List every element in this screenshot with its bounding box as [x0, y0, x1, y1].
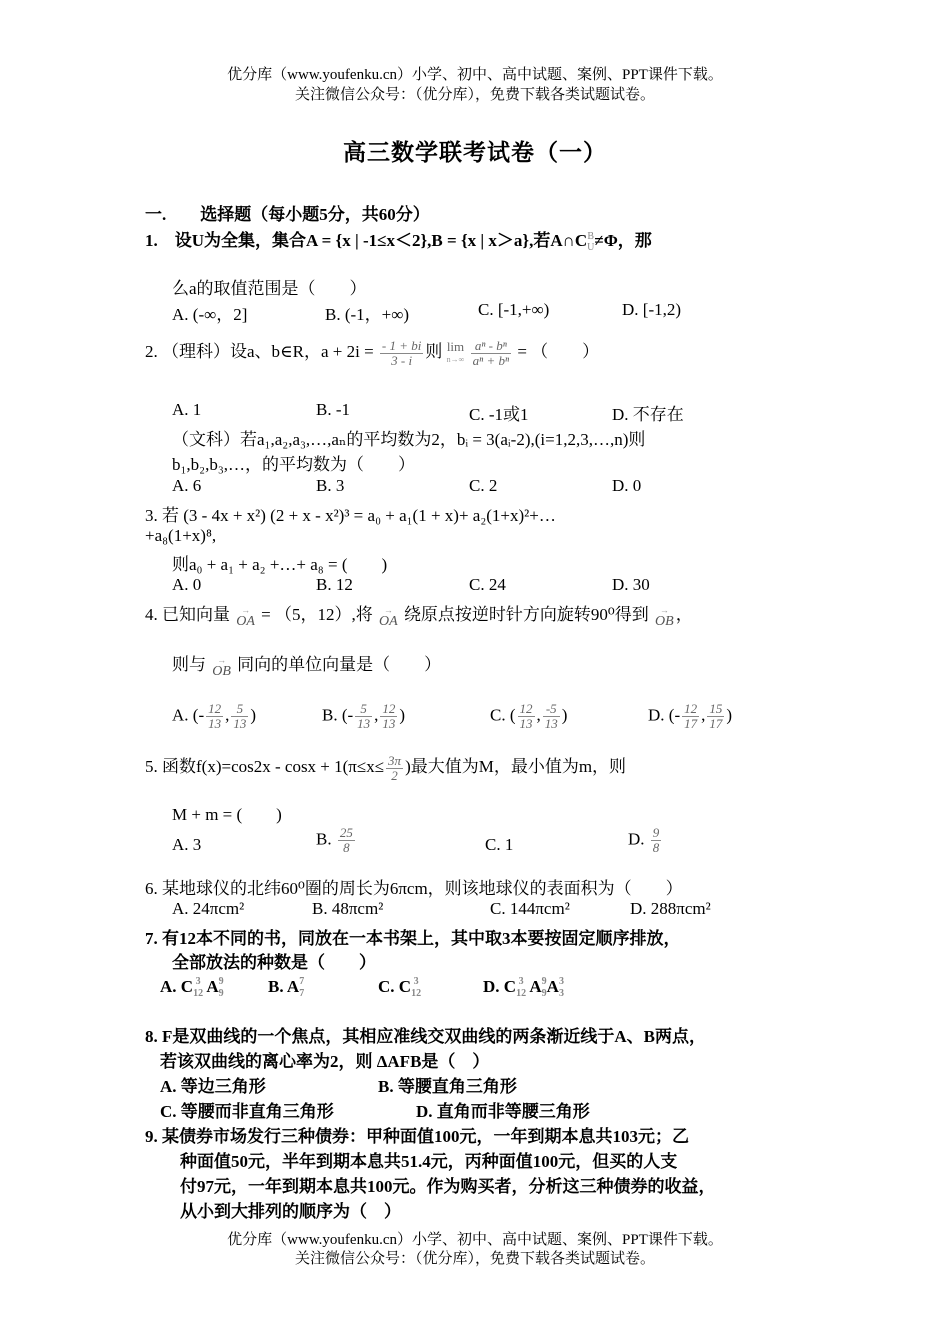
q2-wen-option-b: B. 3 — [316, 476, 345, 495]
q4-opt-c-n1: 12 — [519, 701, 533, 716]
q8-option-c: C. 等腰而非直角三角形 — [160, 1102, 334, 1121]
q4-opt-b-frac-1 — [355, 702, 372, 731]
q4-text-d: ， — [675, 605, 693, 624]
q2-option-d: D. 不存在 — [612, 405, 684, 424]
q5-fraction — [386, 754, 403, 783]
q4-opt-c-frac-2 — [543, 702, 560, 731]
q7-opt-a-c-script — [193, 976, 203, 1000]
q6-option-c: C. 144πcm² — [490, 899, 570, 918]
q5-opt-d-den: 8 — [652, 840, 660, 855]
q4-opt-c-d1: 13 — [519, 716, 533, 731]
question-9-line-2: 种面值50元，半年到期本息共51.4元，丙种面值100元，但买的人支 — [180, 1152, 678, 1171]
q2-option-a: A. 1 — [172, 400, 202, 419]
q4-opt-d-label: D. (- — [648, 705, 681, 725]
q5-frac-num: 3π — [388, 752, 402, 768]
page-title: 高三数学联考试卷（一） — [343, 140, 607, 165]
q3-option-d: D. 30 — [612, 575, 650, 594]
q1-option-c: C. [-1,+∞) — [478, 300, 550, 319]
q4-text-c: 绕原点按逆时针方向旋转90⁰得到 — [403, 605, 649, 624]
q4-opt-d-n1: 12 — [684, 701, 698, 716]
q4-opt-c-n2: -5 — [543, 702, 560, 717]
q1-sup: B — [587, 231, 595, 243]
q4-opt-a-d2: 13 — [233, 716, 247, 731]
q7-opt-d-a2-sup: 3 — [558, 976, 564, 987]
q4-vector-oa-2 — [379, 604, 398, 628]
question-8-line-1: 8. F是双曲线的一个焦点，其相应准线交双曲线的两条渐近线于A、B两点， — [145, 1027, 706, 1046]
q7-opt-d-a2: A — [546, 976, 559, 996]
q6-option-a: A. 24πcm² — [172, 899, 245, 918]
q7-opt-b-a-script — [299, 976, 304, 1000]
q7-opt-b-label: B. — [268, 976, 284, 996]
q4-vec-oa-label-2: OA — [379, 614, 398, 630]
q4-text-e: 则与 — [172, 655, 206, 674]
arrow-icon: → — [217, 655, 227, 666]
q2-wen-option-d: D. 0 — [612, 476, 642, 495]
q4-opt-d-d2: 17 — [709, 716, 723, 731]
q5-opt-b-den: 8 — [343, 840, 350, 855]
section-heading: 一. 选择题（每小题5分，共60分） — [145, 205, 430, 224]
q2-fraction-2 — [471, 339, 511, 368]
q7-option-c — [378, 976, 421, 1000]
q4-opt-a-end: ) — [250, 705, 257, 725]
q4-opt-b-n2: 12 — [382, 701, 396, 716]
q4-opt-d-n2: 15 — [709, 701, 723, 716]
q5-text-b: )最大值为M，最小值为m，则 — [405, 757, 627, 776]
q2-text-c: = （ ） — [517, 342, 600, 361]
q7-opt-a-a-sub: 9 — [218, 988, 224, 999]
q4-opt-b-frac-2 — [380, 702, 397, 731]
q2-lim: lim — [446, 339, 465, 355]
q3-option-a: A. 0 — [172, 575, 202, 594]
q7-opt-a-label: A. — [160, 976, 177, 996]
q4-opt-b-end: ) — [399, 705, 406, 725]
q5-opt-d-frac — [651, 826, 662, 855]
q7-opt-c-c-script — [411, 976, 421, 1000]
q7-opt-a-a-sup: 9 — [218, 976, 224, 987]
q5-option-a: A. 3 — [172, 835, 202, 854]
q7-opt-a-c-sup: 3 — [195, 976, 201, 987]
q2-wen-option-c: C. 2 — [469, 476, 498, 495]
q8-option-b: B. 等腰直角三角形 — [378, 1077, 517, 1096]
q7-opt-d-c-sub: 12 — [516, 988, 527, 999]
header-line-2: 关注微信公众号：（优分库），免费下载各类试题试卷。 — [294, 87, 655, 103]
q5-frac-den: 2 — [391, 767, 398, 783]
q5-opt-d-label: D. — [628, 829, 645, 849]
q7-opt-d-a1-sup: 9 — [541, 976, 547, 987]
q7-opt-a-c: C — [180, 976, 194, 996]
q4-option-b: B. (- $\frac{5}{13}$ , $\frac{12}{13}$ ) — [322, 701, 406, 731]
q4-opt-a-label: A. (- — [172, 705, 205, 725]
q7-option-b — [268, 976, 304, 1000]
q1-text-b: ≠Φ，那 — [594, 231, 652, 250]
q4-vec-ob-label-2: OB — [212, 664, 231, 680]
q4-opt-b-label: B. (- — [322, 705, 354, 725]
q5-option-d — [628, 826, 663, 855]
question-5-line-1 — [145, 752, 626, 783]
q4-option-a: A. (- $\frac{12}{13}$ , $\frac{5}{13}$ ) — [172, 701, 257, 731]
question-1-line-2: 么a的取值范围是（ ） — [172, 279, 367, 298]
q2-text-a: 2. （理科）设a、b∈R，a + 2i = — [145, 342, 374, 361]
q2-lim-sub: n→∞ — [446, 355, 465, 365]
q4-opt-c-d2: 13 — [544, 716, 558, 731]
q6-option-b: B. 48πcm² — [312, 899, 384, 918]
q2-limit — [447, 340, 465, 366]
q7-opt-a-a: A — [206, 976, 219, 996]
q7-opt-c-c-sup: 3 — [413, 976, 419, 987]
q2-wen-line-2: b₁,b₂,b₃,…，的平均数为（ ） — [172, 455, 416, 474]
q4-opt-c-frac-1 — [518, 702, 535, 731]
question-3-line-1: 3. 若 (3 - 4x + x²) (2 + x - x²)³ = a₀ + a₁(1 + x)+ a₂(1+x)²+… — [145, 506, 556, 525]
q5-opt-b-label: B. — [316, 829, 332, 849]
question-2-line-1 — [145, 337, 599, 368]
q7-opt-c-c: C — [398, 976, 412, 996]
q4-option-c: C. ( $\frac{12}{13}$ , $\frac{-5}{13}$ ) — [490, 701, 568, 731]
question-6: 6. 某地球仪的北纬60⁰圈的周长为6πcm，则该地球仪的表面积为（ ） — [145, 879, 683, 898]
q1-text-a: 1. 设U为全集，集合A = {x | -1≤x＜2},B = {x | x＞a},若A∩C — [145, 231, 588, 250]
question-9-line-1: 9. 某债券市场发行三种债券：甲种面值100元，一年到期本息共103元；乙 — [145, 1127, 689, 1146]
q4-opt-a-d1: 13 — [208, 716, 222, 731]
q5-option-c: C. 1 — [485, 835, 514, 854]
q4-text-f: 同向的单位向量是（ ） — [237, 655, 442, 674]
q4-option-d: D. (- $\frac{12}{17}$ , $\frac{15}{17}$ ) — [648, 701, 733, 731]
q4-opt-d-end: ) — [726, 705, 733, 725]
q4-vector-oa-1 — [236, 604, 255, 628]
q7-opt-b-a-sub: 7 — [299, 988, 305, 999]
q2-fraction-1 — [380, 339, 423, 368]
q4-opt-a-frac-2 — [231, 702, 248, 731]
q4-text-b: = （5，12）,将 — [261, 605, 373, 624]
footer-line-2: 关注微信公众号：（优分库），免费下载各类试题试卷。 — [294, 1251, 655, 1267]
question-4-line-1 — [145, 600, 693, 628]
q8-option-a: A. 等边三角形 — [160, 1077, 266, 1096]
q4-opt-a-n2: 5 — [231, 702, 248, 717]
q2-frac1-den: 3 - i — [391, 352, 413, 368]
q5-opt-b-frac — [338, 826, 355, 855]
q4-vec-ob-label-1: OB — [655, 614, 674, 630]
q4-opt-b-d2: 13 — [382, 716, 396, 731]
q7-opt-d-label: D. — [483, 976, 500, 996]
q2-wen-line-1: （文科）若a₁,a₂,a₃,…,aₙ的平均数为2，bᵢ = 3(aᵢ-2),(i=1,2,3,…,n)则 — [172, 430, 646, 449]
q4-text-a: 4. 已知向量 — [145, 605, 230, 624]
q7-opt-d-c-sup: 3 — [518, 976, 524, 987]
q4-vec-oa-label-1: OA — [236, 614, 255, 630]
q7-opt-a-a-script — [219, 976, 224, 1000]
q2-option-c: C. -1或1 — [469, 405, 529, 424]
q7-opt-d-a2-sub: 3 — [558, 988, 564, 999]
q6-option-d: D. 288πcm² — [630, 899, 711, 918]
q2-frac2-den: aⁿ + bⁿ — [472, 352, 510, 368]
q5-opt-d-num: 9 — [652, 825, 660, 840]
q7-opt-b-a-sup: 7 — [299, 976, 305, 987]
q7-option-d — [483, 976, 564, 1000]
q5-option-b — [316, 826, 357, 855]
q8-option-d: D. 直角而非等腰三角形 — [416, 1102, 590, 1121]
q1-sub: U — [587, 242, 595, 254]
q4-opt-a-frac-1 — [206, 702, 223, 731]
q2-frac1-num: - 1 + bi — [381, 337, 422, 353]
question-7-line-1: 7. 有12本不同的书，同放在一本书架上，其中取3本要按固定顺序排放， — [145, 929, 681, 948]
question-7-line-2: 全部放法的种数是（ ） — [172, 953, 376, 972]
question-9-line-4: 从小到大排列的顺序为（ ） — [180, 1202, 401, 1221]
q1-option-a: A. (-∞，2] — [172, 305, 248, 324]
arrow-icon: → — [383, 605, 393, 616]
q4-opt-d-frac-1 — [682, 702, 699, 731]
question-4-line-2 — [172, 650, 441, 678]
q5-text-a: 5. 函数f(x)=cos2x - cosx + 1(π≤x≤ — [145, 757, 385, 776]
q7-opt-d-c-script — [516, 976, 526, 1000]
question-1-line-1 — [145, 226, 652, 253]
q4-opt-b-n1: 5 — [355, 702, 372, 717]
q7-opt-d-a1: A — [529, 976, 542, 996]
q7-opt-d-c: C — [503, 976, 517, 996]
q4-vector-ob-1 — [655, 604, 674, 628]
q2-frac2-num: aⁿ - bⁿ — [471, 339, 511, 354]
q2-text-b: 则 — [425, 342, 443, 361]
question-3-line-2: +a₈(1+x)⁸, — [145, 526, 217, 545]
footer-line-1: 优分库（www.youfenku.cn）小学、初中、高中试题、案例、PPT课件下载。 — [227, 1232, 723, 1248]
q4-opt-c-label: C. ( — [490, 705, 516, 725]
q7-opt-d-a1-sub: 9 — [541, 988, 547, 999]
q2-wen-option-a: A. 6 — [172, 476, 202, 495]
q4-opt-c-end: ) — [561, 705, 568, 725]
q7-opt-c-c-sub: 12 — [411, 988, 422, 999]
header-line-1: 优分库（www.youfenku.cn）小学、初中、高中试题、案例、PPT课件下载。 — [227, 67, 723, 83]
q5-opt-b-num: 25 — [339, 825, 353, 840]
q2-option-b: B. -1 — [316, 400, 350, 419]
question-9-line-3: 付97元，一年到期本息共100元。作为购买者，分析这三种债券的收益， — [180, 1177, 716, 1196]
q3-option-c: C. 24 — [469, 575, 506, 594]
arrow-icon: → — [659, 605, 669, 616]
question-8-line-2: 若该双曲线的离心率为2，则 ΔAFB是（ ） — [160, 1052, 490, 1071]
q4-opt-b-d1: 13 — [357, 716, 371, 731]
question-5-line-2: M + m = ( ) — [172, 805, 282, 824]
q4-vector-ob-2 — [212, 654, 231, 678]
arrow-icon: → — [241, 605, 251, 616]
q7-opt-c-label: C. — [378, 976, 395, 996]
q4-opt-a-n1: 12 — [208, 701, 222, 716]
q7-opt-b-a: A — [286, 976, 300, 996]
q1-option-b: B. (-1，+∞) — [325, 305, 410, 324]
q7-opt-d-a2-script — [559, 976, 564, 1000]
q7-option-a — [160, 976, 224, 1000]
q4-opt-d-d1: 17 — [684, 716, 698, 731]
q7-opt-a-c-sub: 12 — [193, 988, 204, 999]
q4-opt-d-frac-2 — [707, 702, 724, 731]
question-3-line-3: 则a₀ + a₁ + a₂ +…+ a₈ = ( ) — [172, 555, 388, 574]
q3-option-b: B. 12 — [316, 575, 353, 594]
q1-option-d: D. [-1,2) — [622, 300, 682, 319]
